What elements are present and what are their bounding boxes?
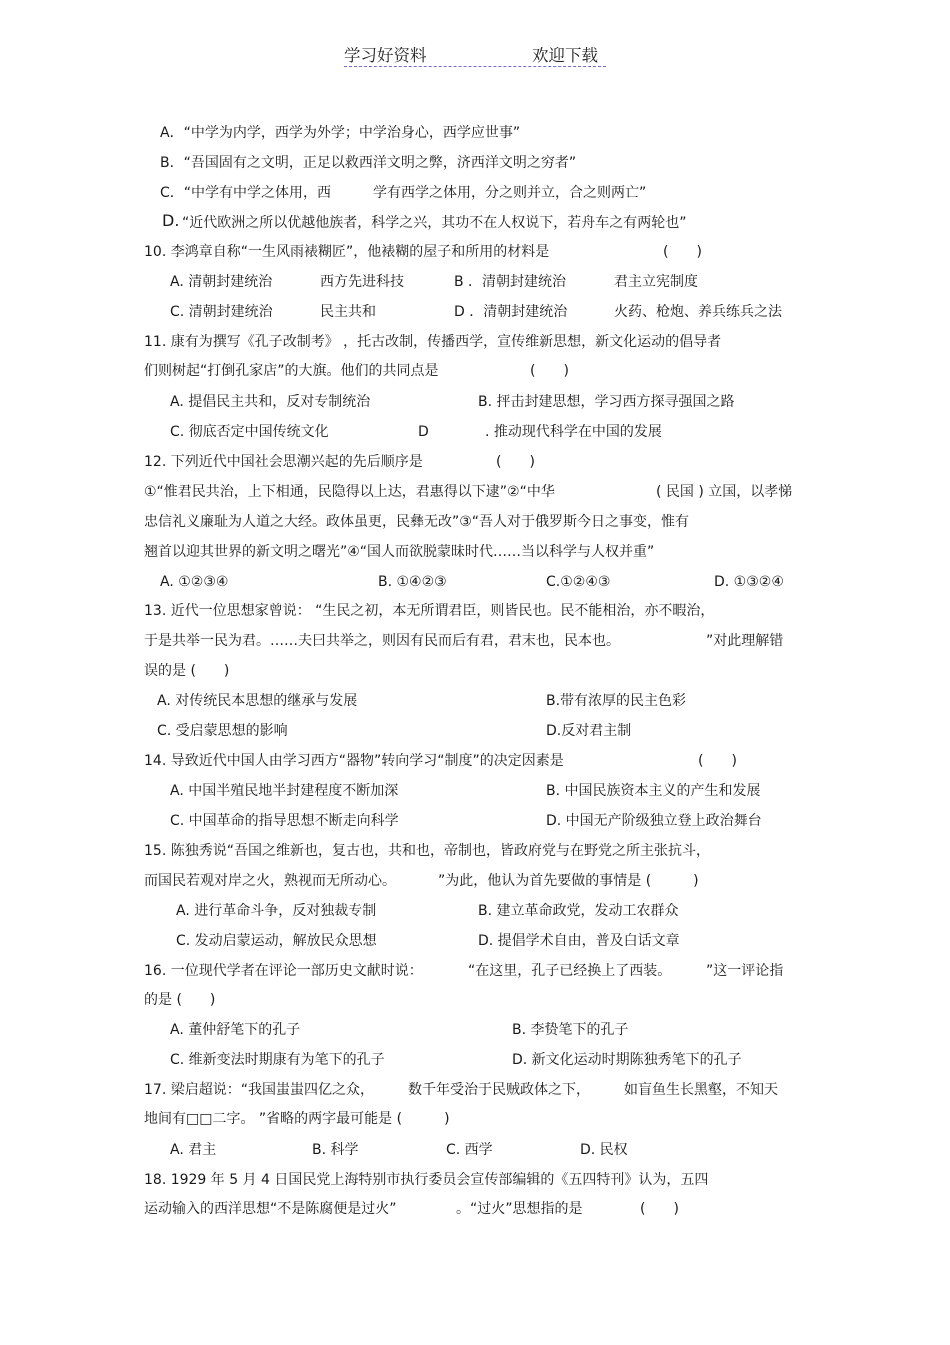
q14-option-b: B. 中国民族资本主义的产生和发展 — [546, 783, 761, 799]
q16-option-d: D. 新文化运动时期陈独秀笔下的孔子 — [512, 1052, 742, 1068]
q17-stem-line-1-cont: 如盲鱼生长黑壑，不知天 — [624, 1082, 778, 1098]
q13-stem-line-1: 13. 近代一位思想家曾说： “生民之初，本无所谓君臣，则皆民也。民不能相治，亦不暇治， — [144, 603, 715, 619]
q17-stem-line-1: 17. 梁启超说：“我国蚩蚩四亿之众， — [144, 1082, 374, 1098]
q17-option-c: C. 西学 — [446, 1142, 493, 1158]
q11-stem-line-1: 11. 康有为撰写《孔子改制考》 ，托古改制，传播西学，宣传维新思想，新文化运动的倡导者 — [144, 334, 722, 350]
q12-option-c: C.①②④③ — [546, 574, 611, 590]
q10-option-b: B ．清朝封建统治 — [454, 274, 567, 290]
q12-quote-line-1-cont: ( 民国 ) 立国，以孝悌 — [656, 484, 793, 500]
q14-stem: 14. 导致近代中国人由学习西方“器物”转向学习“制度”的决定因素是 — [144, 753, 564, 769]
q11-option-c: C. 彻底否定中国传统文化 — [170, 424, 329, 440]
q13-option-a: A. 对传统民本思想的继承与发展 — [157, 693, 358, 709]
q10-answer-paren: ( ) — [663, 244, 702, 260]
q16-stem-line-2: 的是 ( ) — [144, 992, 216, 1008]
q15-option-b: B. 建立革命政党，发动工农群众 — [478, 903, 679, 919]
q9-option-c-cont: 学有西学之体用，分之则并立，合之则两亡” — [373, 185, 647, 201]
q12-option-d: D. ①③②④ — [714, 574, 784, 590]
q18-stem-line-1: 18. 1929 年 5 月 4 日国民党上海特别市执行委员会宣传部编辑的《五四特刊》认为，五四 — [144, 1172, 709, 1188]
q10-option-a: A. 清朝封建统治 — [170, 274, 273, 290]
q14-option-d: D. 中国无产阶级独立登上政治舞台 — [546, 813, 762, 829]
q13-stem-line-2: 于是共举一民为君。……夫曰共举之，则因有民而后有君，君末也，民本也。 — [144, 633, 620, 649]
q10-option-c-cont: 民主共和 — [320, 304, 376, 320]
q15-stem-line-2: 而国民若观对岸之火，熟视而无所动心。 — [144, 873, 396, 889]
q11-answer-paren: ( ) — [530, 363, 569, 379]
q9-option-c: C．“中学有中学之体用，西 — [160, 185, 332, 201]
q13-option-d: D.反对君主制 — [546, 723, 632, 739]
q10-option-a-cont: 西方先进科技 — [320, 274, 404, 290]
q15-option-c: C. 发动启蒙运动，解放民众思想 — [176, 933, 377, 949]
q18-stem-line-2-cont: 。“过火”思想指的是 — [456, 1201, 583, 1217]
q16-stem-line-1-cont: ”这一评论指 — [706, 963, 784, 979]
q11-option-b: B. 抨击封建思想，学习西方探寻强国之路 — [478, 394, 735, 410]
q12-option-a: A. ①②③④ — [160, 574, 229, 590]
q13-stem-line-2-cont: ”对此理解错 — [706, 633, 784, 649]
q13-option-c: C. 受启蒙思想的影响 — [157, 723, 288, 739]
q18-answer-paren: ( ) — [640, 1201, 679, 1217]
q15-stem-line-2-cont: ”为此，他认为首先要做的事情是 ( ) — [438, 873, 699, 889]
q18-stem-line-2: 运动输入的西洋思想“不是陈腐便是过火” — [144, 1201, 397, 1217]
q13-option-b: B.带有浓厚的民主色彩 — [546, 693, 687, 709]
q14-answer-paren: ( ) — [698, 753, 737, 769]
q16-stem-line-1: 16. 一位现代学者在评论一部历史文献时说： — [144, 963, 423, 979]
q15-stem-line-1: 15. 陈独秀说“吾国之维新也，复古也，共和也，帝制也，皆政府党与在野党之所主张抗斗， — [144, 843, 710, 859]
q12-option-b: B. ①④②③ — [378, 574, 447, 590]
q12-answer-paren: ( ) — [496, 454, 535, 470]
q15-option-d: D. 提倡学术自由，普及白话文章 — [478, 933, 680, 949]
q10-stem: 10. 李鸿章自称“一生风雨裱糊匠”，他裱糊的屋子和所用的材料是 — [144, 244, 550, 260]
q10-option-d-cont: 火药、枪炮、养兵练兵之法 — [614, 304, 782, 320]
q16-stem-line-1-quote: “在这里，孔子已经换上了西装。 — [468, 963, 672, 979]
q11-stem-line-2: 们则树起“打倒孔家店”的大旗。他们的共同点是 — [144, 363, 439, 379]
q16-option-b: B. 李贽笔下的孔子 — [512, 1022, 629, 1038]
q17-stem-line-2: 地间有□□二字。 ”省略的两字最可能是 ( ) — [144, 1111, 450, 1127]
q17-stem-line-1-mid: 数千年受治于民贼政体之下， — [408, 1082, 590, 1098]
q13-stem-line-3: 误的是 ( ) — [144, 663, 230, 679]
q17-option-a: A. 君主 — [170, 1142, 217, 1158]
header-left-text: 学习好资料 — [344, 46, 427, 65]
q10-option-c: C. 清朝封建统治 — [170, 304, 273, 320]
q9-option-b: B．“吾国固有之文明，正足以救西洋文明之弊，济西洋文明之穷者” — [160, 155, 577, 171]
q14-option-c: C. 中国革命的指导思想不断走向科学 — [170, 813, 399, 829]
q12-quote-line-1: ①“惟君民共治，上下相通，民隐得以上达，君惠得以下逮”②“中华 — [144, 484, 555, 500]
q17-option-b: B. 科学 — [312, 1142, 359, 1158]
q16-option-a: A. 董仲舒笔下的孔子 — [170, 1022, 301, 1038]
q12-stem: 12. 下列近代中国社会思潮兴起的先后顺序是 — [144, 454, 423, 470]
q9-option-a: A．“中学为内学，西学为外学；中学治身心，西学应世事” — [160, 125, 521, 141]
q11-option-a: A. 提倡民主共和，反对专制统治 — [170, 394, 371, 410]
q12-quote-line-2: 忠信礼义廉耻为人道之大经。政体虽更，民彝无改”③“吾人对于俄罗斯今日之事变，惟有 — [144, 514, 690, 530]
q17-option-d: D. 民权 — [580, 1142, 628, 1158]
header-right-text: 欢迎下载 — [532, 46, 598, 65]
q11-option-d-letter: D — [418, 424, 429, 440]
q10-option-d: D ．清朝封建统治 — [454, 304, 568, 320]
q9-option-d-letter: D. — [162, 211, 180, 230]
q12-quote-line-3: 翘首以迎其世界的新文明之曙光”④“国人而欲脱蒙昧时代……当以科学与人权并重” — [144, 544, 655, 560]
q9-option-d: “近代欧洲之所以优越他族者，科学之兴，其功不在人权说下，若舟车之有两轮也” — [182, 215, 687, 231]
page-header — [344, 42, 606, 67]
q15-option-a: A. 进行革命斗争，反对独裁专制 — [176, 903, 377, 919]
q10-option-b-cont: 君主立宪制度 — [614, 274, 698, 290]
q16-option-c: C. 维新变法时期康有为笔下的孔子 — [170, 1052, 385, 1068]
q14-option-a: A. 中国半殖民地半封建程度不断加深 — [170, 783, 399, 799]
q11-option-d: . 推动现代科学在中国的发展 — [485, 424, 662, 440]
